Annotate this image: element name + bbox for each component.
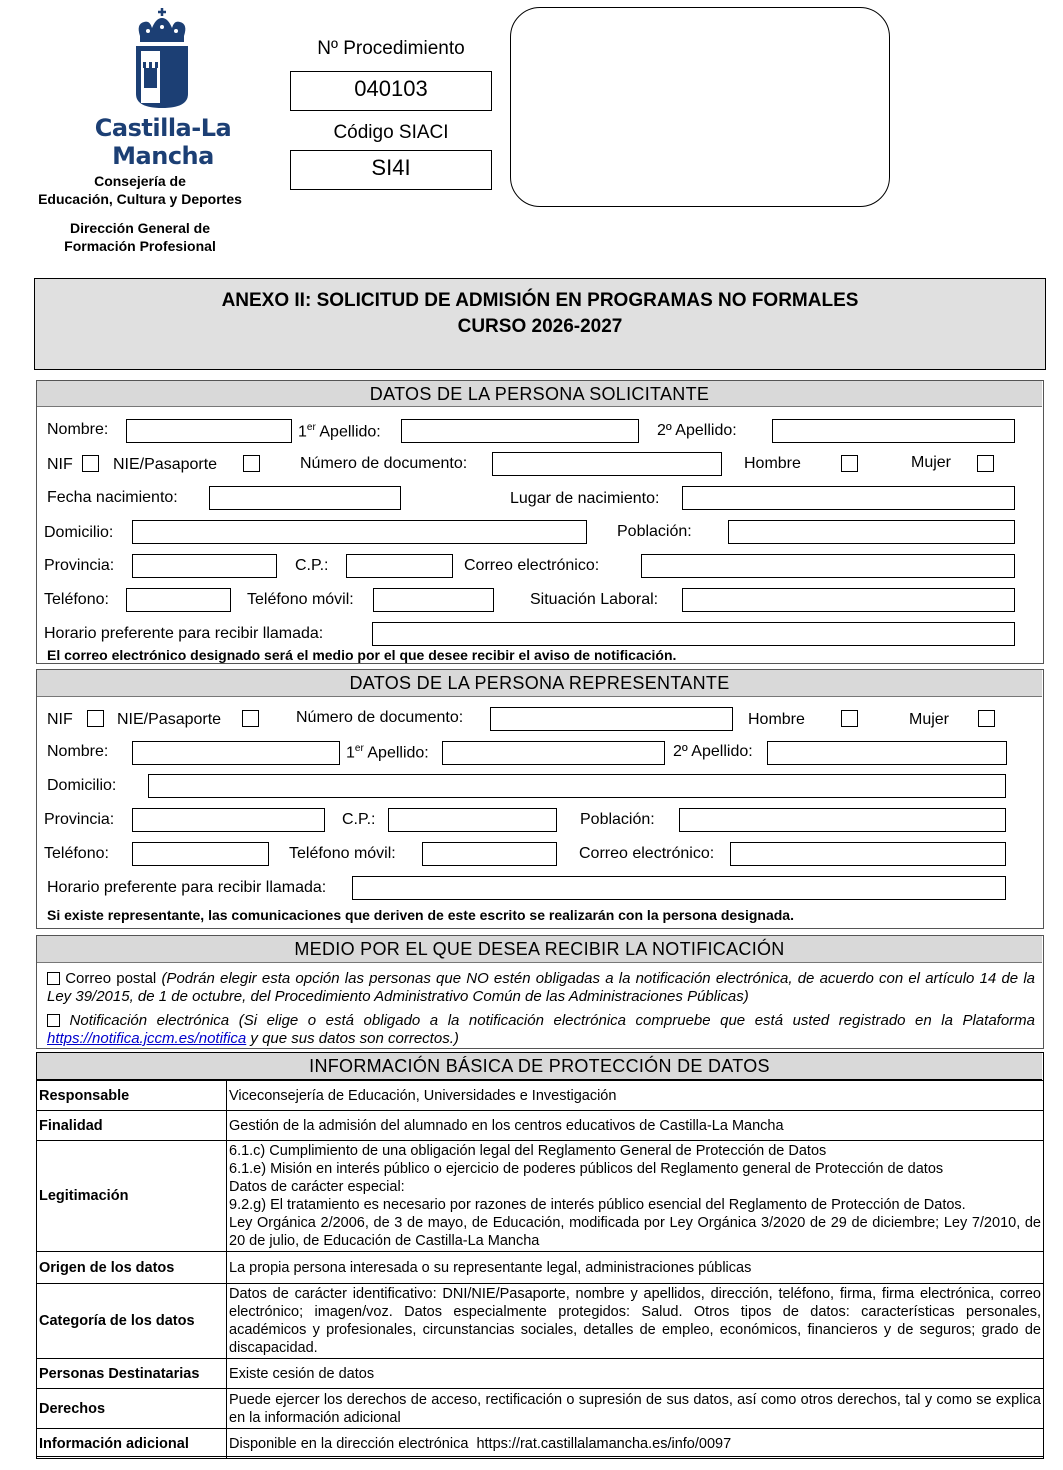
responsable-value: Viceconsejería de Educación, Universidades e Investigación	[227, 1081, 1044, 1111]
electronica-option: Notificación electrónica (Si elige o está obligado a la notificación electrónica compruebe que está usted registrado en la Plataforma https://notifica.jccm.es/notifica y que sus datos son correctos.)	[47, 1012, 1035, 1047]
sol-hombre-checkbox[interactable]	[841, 455, 858, 472]
rep-movil-label: Teléfono móvil:	[289, 845, 396, 862]
rep-correo-label: Correo electrónico:	[579, 845, 715, 862]
rep-nombre-label: Nombre:	[47, 743, 109, 760]
rep-poblacion-label: Población:	[580, 811, 655, 828]
sol-hombre-label: Hombre	[744, 455, 801, 472]
destinatarias-value: Existe cesión de datos	[227, 1359, 1044, 1389]
sol-correo-input[interactable]	[641, 554, 1015, 578]
sol-mujer-checkbox[interactable]	[977, 455, 994, 472]
rep-domicilio-input[interactable]	[148, 774, 1006, 798]
rep-cp-input[interactable]	[388, 808, 557, 832]
sol-apellido2-label: 2º Apellido:	[657, 422, 737, 439]
sol-lugar-input[interactable]	[682, 486, 1015, 510]
origen-key: Origen de los datos	[37, 1252, 227, 1284]
sol-provincia-input[interactable]	[132, 554, 277, 578]
rep-domicilio-label: Domicilio:	[47, 777, 117, 794]
rep-hombre-checkbox[interactable]	[841, 710, 858, 727]
proteccion-title: INFORMACIÓN BÁSICA DE PROTECCIÓN DE DATOS	[37, 1053, 1042, 1080]
rep-nie-checkbox[interactable]	[242, 710, 259, 727]
representante-title: DATOS DE LA PERSONA REPRESENTANTE	[37, 670, 1042, 697]
table-row	[37, 1111, 1044, 1141]
sol-domicilio-label: Domicilio:	[44, 524, 114, 541]
rep-horario-input[interactable]	[352, 876, 1006, 900]
crown-shield-logo-icon	[132, 6, 192, 110]
sol-horario-label: Horario preferente para recibir llamada:	[44, 625, 324, 642]
rep-apellido1-label: 1er Apellido:	[346, 743, 429, 762]
sol-apellido1-input[interactable]	[401, 419, 639, 443]
rep-telefono-input[interactable]	[132, 842, 269, 866]
derechos-key: Derechos	[37, 1389, 227, 1429]
table-row	[37, 1359, 1044, 1389]
sol-horario-input[interactable]	[372, 622, 1015, 646]
rep-nombre-input[interactable]	[132, 741, 340, 765]
adicional-value: Disponible en la dirección electrónica https://rat.castillalamancha.es/info/0097	[227, 1429, 1044, 1459]
sol-nif-checkbox[interactable]	[82, 455, 99, 472]
rep-note: Si existe representante, las comunicaciones que deriven de este escrito se realizarán con la persona designada.	[47, 907, 794, 923]
data-protection-table	[36, 1080, 1044, 1459]
table-row	[37, 1252, 1044, 1284]
postal-option: Correo postal (Podrán elegir esta opción las personas que NO estén obligadas a la notificación electrónica, de acuerdo con el artículo 14 de la Ley 39/2015, de 1 de octubre, del Procedimiento Administrativo Común de las Administraciones Públicas)	[47, 970, 1035, 1005]
rep-apellido2-input[interactable]	[767, 741, 1007, 765]
registry-stamp-area	[510, 7, 890, 207]
sol-situacion-label: Situación Laboral:	[530, 591, 659, 608]
sol-num-doc-input[interactable]	[492, 452, 722, 476]
rep-apellido2-label: 2º Apellido:	[673, 743, 753, 760]
rep-movil-input[interactable]	[422, 842, 557, 866]
legitimacion-key: Legitimación	[37, 1141, 227, 1252]
finalidad-key: Finalidad	[37, 1111, 227, 1141]
consejeria-label: Consejería de Educación, Cultura y Deportes	[38, 173, 242, 207]
rep-num-doc-label: Número de documento:	[296, 709, 464, 726]
sol-num-doc-label: Número de documento:	[300, 455, 468, 472]
postal-checkbox[interactable]	[47, 972, 60, 985]
rep-provincia-input[interactable]	[132, 808, 325, 832]
sol-cp-label: C.P.:	[295, 557, 329, 574]
form-title: ANEXO II: SOLICITUD DE ADMISIÓN EN PROGRAMAS NO FORMALES CURSO 2026-2027	[34, 278, 1046, 370]
rep-mujer-label: Mujer	[909, 711, 950, 728]
rep-cp-label: C.P.:	[342, 811, 376, 828]
sol-domicilio-input[interactable]	[132, 520, 587, 544]
sol-movil-input[interactable]	[373, 588, 494, 612]
notificacion-title: MEDIO POR EL QUE DESEA RECIBIR LA NOTIFICACIÓN	[37, 936, 1042, 963]
notifica-link[interactable]: https://notifica.jccm.es/notifica	[47, 1030, 247, 1047]
legitimacion-value: 6.1.c) Cumplimiento de una obligación legal del Reglamento General de Protección de Datos 6.1.e) Misión en interés público o ejercicio de poderes públicos del Reglamento general de Protección de datos Datos de carácter especial: 9.2.g) El tratamiento es necesario por razones de interés público esencial del Reglamento de Protección de Datos. Ley Orgánica 2/2006, de 3 de mayo, de Educación, modificada por Ley Orgánica 3/2020 de 29 de diciembre; Ley 7/2010, de 20 de julio, de Educación de Castilla-La Mancha	[227, 1141, 1044, 1252]
sol-movil-label: Teléfono móvil:	[247, 591, 354, 608]
sol-fecha-input[interactable]	[209, 486, 401, 510]
sol-poblacion-label: Población:	[617, 523, 692, 540]
table-row	[37, 1081, 1044, 1111]
sol-nie-checkbox[interactable]	[243, 455, 260, 472]
sol-correo-label: Correo electrónico:	[464, 557, 600, 574]
rep-poblacion-input[interactable]	[679, 808, 1006, 832]
sol-lugar-label: Lugar de nacimiento:	[510, 490, 660, 507]
destinatarias-key: Personas Destinatarias	[37, 1359, 227, 1389]
rep-telefono-label: Teléfono:	[44, 845, 109, 862]
rep-nie-label: NIE/Pasaporte	[117, 711, 222, 728]
rep-apellido1-input[interactable]	[442, 741, 665, 765]
sol-provincia-label: Provincia:	[44, 557, 115, 574]
table-row	[37, 1429, 1044, 1459]
siaci-value: SI4I	[290, 150, 492, 190]
sol-telefono-input[interactable]	[126, 588, 231, 612]
responsable-key: Responsable	[37, 1081, 227, 1111]
rep-mujer-checkbox[interactable]	[978, 710, 995, 727]
rep-hombre-label: Hombre	[748, 711, 805, 728]
adicional-key: Información adicional	[37, 1429, 227, 1459]
sol-nif-label: NIF	[47, 456, 73, 473]
electronica-checkbox[interactable]	[47, 1014, 60, 1027]
table-row	[37, 1284, 1044, 1359]
sol-fecha-label: Fecha nacimiento:	[47, 489, 178, 506]
derechos-value: Puede ejercer los derechos de acceso, rectificación o supresión de sus datos, así como otros derechos, tal y como se explica en la información adicional	[227, 1389, 1044, 1429]
rep-num-doc-input[interactable]	[490, 707, 733, 731]
sol-apellido2-input[interactable]	[772, 419, 1015, 443]
sol-situacion-input[interactable]	[682, 588, 1015, 612]
rep-nif-label: NIF	[47, 711, 73, 728]
sol-note: El correo electrónico designado será el medio por el que desee recibir el aviso de notificación.	[47, 647, 677, 663]
categoria-value: Datos de carácter identificativo: DNI/NIE/Pasaporte, nombre y apellidos, dirección, teléfono, firma, firma electrónica, correo electrónico; imagen/voz. Datos especialmente protegidos: Salud. Otros tipos de datos: características personales, académicos y profesionales, circunstancias sociales, detalles de empleo, económicos, financieros y de seguros; grado de discapacidad.	[227, 1284, 1044, 1359]
table-row	[37, 1141, 1044, 1252]
direccion-label: Dirección General de Formación Profesional	[64, 220, 216, 254]
finalidad-value: Gestión de la admisión del alumnado en los centros educativos de Castilla-La Mancha	[227, 1111, 1044, 1141]
rep-correo-input[interactable]	[730, 842, 1006, 866]
sol-nie-label: NIE/Pasaporte	[113, 456, 218, 473]
sol-telefono-label: Teléfono:	[44, 591, 109, 608]
logo-wordmark: Castilla-La Mancha	[94, 114, 232, 170]
sol-cp-input[interactable]	[346, 554, 453, 578]
origen-value: La propia persona interesada o su representante legal, administraciones públicas	[227, 1252, 1044, 1284]
categoria-key: Categoría de los datos	[37, 1284, 227, 1359]
sol-mujer-label: Mujer	[911, 454, 952, 471]
siaci-label: Código SIACI	[333, 122, 449, 143]
rep-provincia-label: Provincia:	[44, 811, 115, 828]
sol-nombre-input[interactable]	[126, 419, 292, 443]
rep-horario-label: Horario preferente para recibir llamada:	[47, 879, 327, 896]
rep-nif-checkbox[interactable]	[87, 710, 104, 727]
procedimiento-label: Nº Procedimiento	[317, 38, 465, 59]
sol-poblacion-input[interactable]	[728, 520, 1015, 544]
table-row	[37, 1389, 1044, 1429]
sol-apellido1-label: 1er Apellido:	[298, 422, 381, 441]
solicitante-title: DATOS DE LA PERSONA SOLICITANTE	[37, 381, 1042, 407]
procedimiento-value: 040103	[290, 71, 492, 111]
sol-nombre-label: Nombre:	[47, 421, 109, 438]
